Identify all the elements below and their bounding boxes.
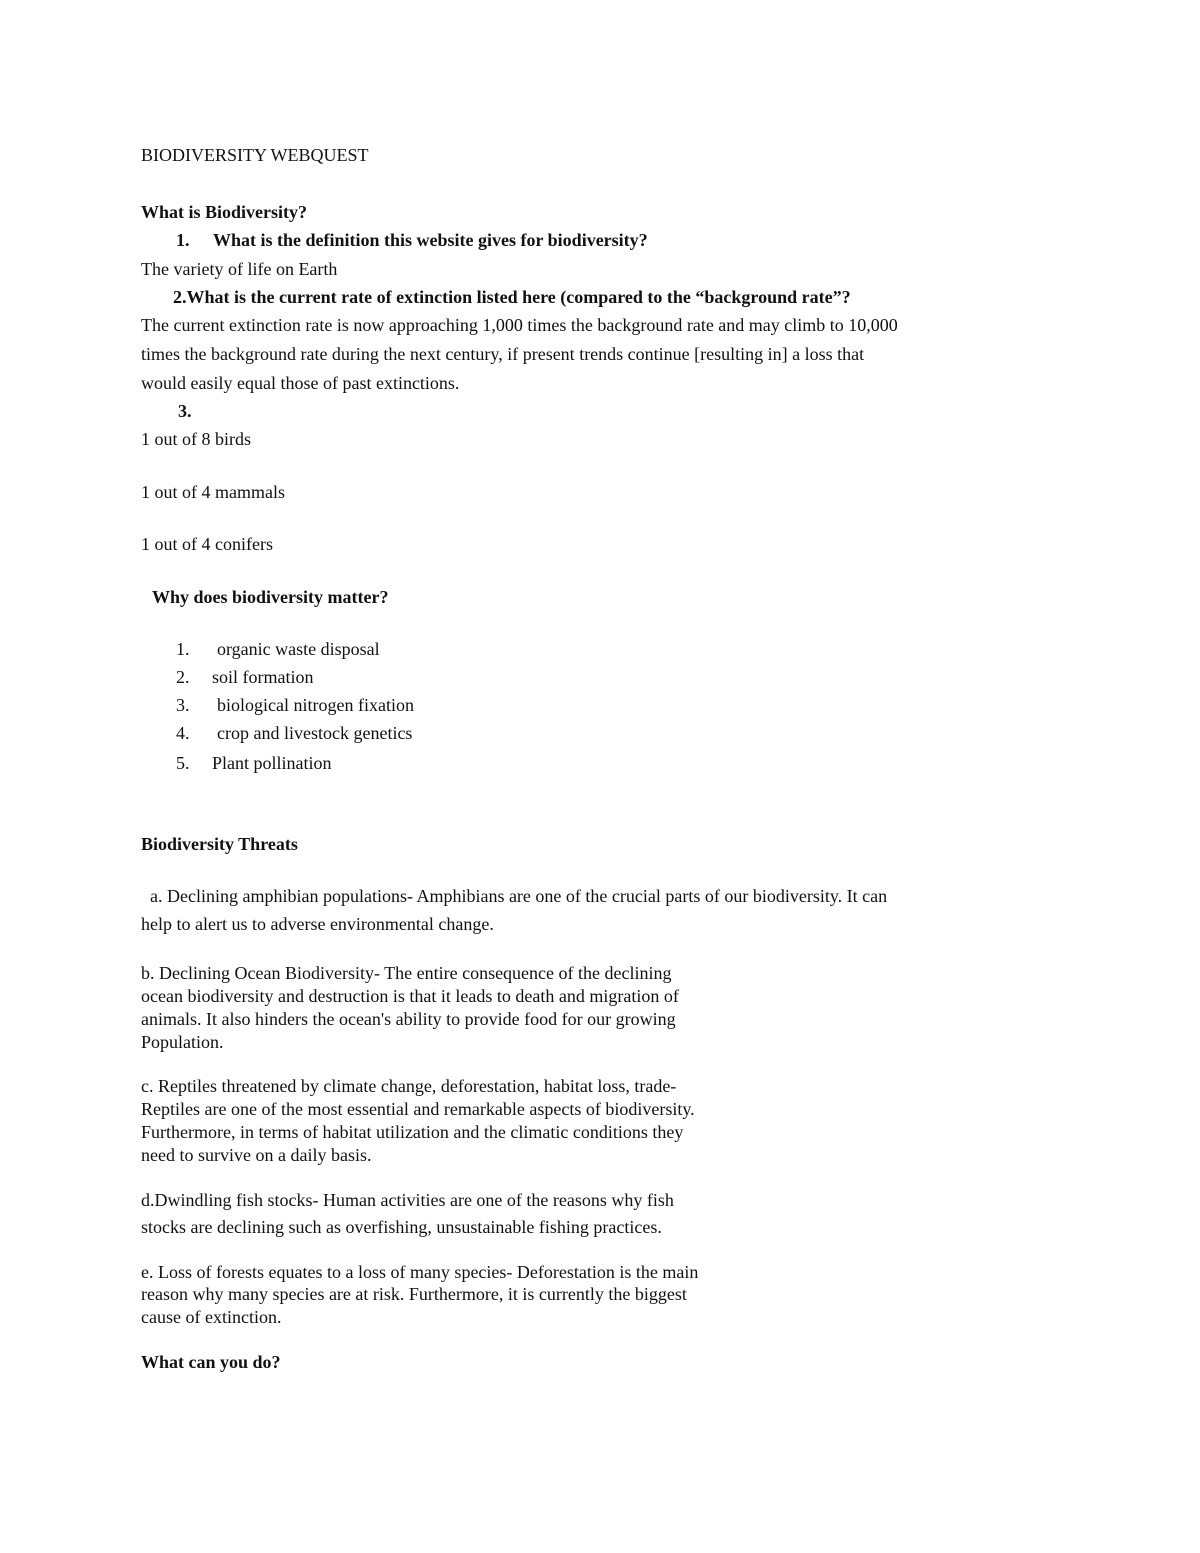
list-item-number: 4. (176, 723, 190, 743)
section-heading-what-can-you-do: What can you do? (141, 1352, 281, 1372)
answer-2-line: times the background rate during the next century, if present trends continue [resulting in] a loss that (141, 344, 865, 364)
threat-d-line: stocks are declining such as overfishing, unsustainable fishing practices. (141, 1217, 662, 1237)
document-title: BIODIVERSITY WEBQUEST (141, 145, 369, 165)
section-heading-why-biodiversity-matters: Why does biodiversity matter? (152, 587, 389, 607)
list-item-number: 5. (176, 753, 190, 773)
threat-a-line: a. Declining amphibian populations- Amphibians are one of the crucial parts of our biodiversity. It can (150, 886, 888, 906)
threat-d-line: d.Dwindling fish stocks- Human activities are one of the reasons why fish (141, 1190, 674, 1210)
answer-3-item: 1 out of 8 birds (141, 429, 251, 449)
list-item-text: biological nitrogen fixation (217, 695, 414, 715)
list-item (176, 696, 414, 714)
threat-e-line: cause of extinction. (141, 1307, 282, 1327)
answer-3-item: 1 out of 4 conifers (141, 534, 273, 554)
threat-c-line: c. Reptiles threatened by climate change, deforestation, habitat loss, trade- (141, 1076, 677, 1096)
list-item (176, 668, 314, 686)
section-heading-biodiversity-threats: Biodiversity Threats (141, 834, 298, 854)
threat-a-line: help to alert us to adverse environmental change. (141, 914, 494, 934)
list-item-text: crop and livestock genetics (217, 723, 413, 743)
answer-2-line: The current extinction rate is now approaching 1,000 times the background rate and may climb to 10,000 (141, 315, 898, 335)
threat-b-line: b. Declining Ocean Biodiversity- The entire consequence of the declining (141, 963, 672, 983)
answer-3-item: 1 out of 4 mammals (141, 482, 285, 502)
question-1-text: What is the definition this website gives for biodiversity? (213, 230, 648, 250)
threat-b-line: ocean biodiversity and destruction is that it leads to death and migration of (141, 986, 679, 1006)
list-item (176, 640, 380, 658)
list-item-text: soil formation (212, 667, 314, 687)
list-item (176, 754, 332, 772)
list-item-text: Plant pollination (212, 753, 332, 773)
threat-c-line: need to survive on a daily basis. (141, 1145, 372, 1165)
question-1 (176, 231, 648, 249)
answer-1: The variety of life on Earth (141, 259, 338, 279)
threat-b-line: animals. It also hinders the ocean's ability to provide food for our growing (141, 1009, 676, 1029)
list-item-number: 2. (176, 667, 190, 687)
list-item-number: 3. (176, 695, 190, 715)
question-1-number: 1. (176, 230, 190, 250)
threat-e-line: reason why many species are at risk. Furthermore, it is currently the biggest (141, 1284, 687, 1304)
list-item-number: 1. (176, 639, 190, 659)
list-item (176, 724, 412, 742)
question-3-number: 3. (178, 401, 192, 421)
question-2: 2.What is the current rate of extinction listed here (compared to the “background rate”? (173, 287, 851, 307)
threat-b-line: Population. (141, 1032, 224, 1052)
threat-e-line: e. Loss of forests equates to a loss of many species- Deforestation is the main (141, 1262, 699, 1282)
list-item-text: organic waste disposal (217, 639, 380, 659)
section-heading-what-is-biodiversity: What is Biodiversity? (141, 202, 308, 222)
answer-2-line: would easily equal those of past extinctions. (141, 373, 460, 393)
threat-c-line: Reptiles are one of the most essential and remarkable aspects of biodiversity. (141, 1099, 695, 1119)
threat-c-line: Furthermore, in terms of habitat utilization and the climatic conditions they (141, 1122, 684, 1142)
